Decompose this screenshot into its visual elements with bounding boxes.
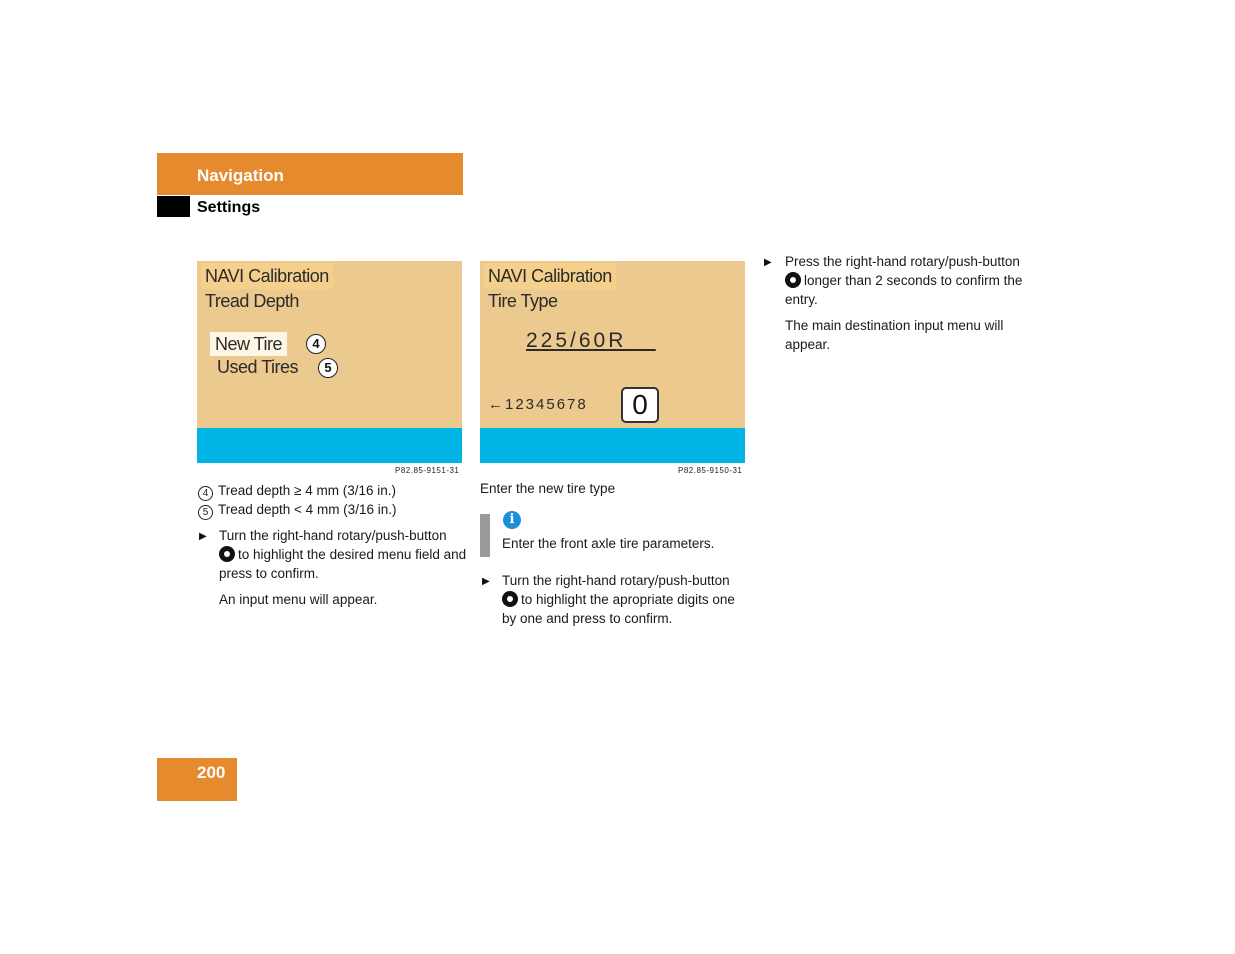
legend-text: Tread depth ≥ 4 mm (3/16 in.) xyxy=(218,483,396,498)
marker-5: 5 xyxy=(318,358,338,378)
step-text: longer than 2 seconds to confirm the entry. xyxy=(785,273,1023,307)
tire-type-value: 225/60R__ xyxy=(526,329,656,352)
legend-item xyxy=(198,500,396,520)
result-text: The main destination input menu will appear. xyxy=(785,318,1004,352)
instruction-step xyxy=(502,571,750,628)
subsection-marker xyxy=(157,196,190,217)
marker-4: 4 xyxy=(306,334,326,354)
legend-text: Tread depth < 4 mm (3/16 in.) xyxy=(218,502,397,517)
screen-band xyxy=(197,428,462,463)
legend-item xyxy=(198,481,396,501)
step-text: Press the right-hand rotary/push-button xyxy=(785,254,1020,269)
selected-digit: 0 xyxy=(621,387,659,423)
digit-selector: ←12345678 xyxy=(488,396,588,413)
step-text: to highlight the desired menu field and press to confirm. xyxy=(219,547,467,581)
screen-tire-type xyxy=(480,261,745,463)
screen-subtitle: Tread Depth xyxy=(205,291,299,311)
subsection-title: Settings xyxy=(197,199,261,216)
info-text: Enter the front axle tire parameters. xyxy=(502,536,715,551)
legend-marker: 4 xyxy=(198,486,213,501)
info-bar xyxy=(480,514,490,557)
bullet-icon: ▶ xyxy=(482,576,490,587)
step-text: Turn the right-hand rotary/push-button xyxy=(219,528,447,543)
rotary-knob-icon xyxy=(785,272,801,288)
step-text: Turn the right-hand rotary/push-button xyxy=(502,573,730,588)
figure-description: Enter the new tire type xyxy=(480,481,616,496)
legend-marker: 5 xyxy=(198,505,213,520)
rotary-knob-icon xyxy=(502,591,518,607)
bullet-icon: ▶ xyxy=(199,531,207,542)
instruction-step xyxy=(219,526,467,583)
rotary-knob-icon xyxy=(219,546,235,562)
result-text: An input menu will appear. xyxy=(219,592,378,607)
section-title: Navigation xyxy=(197,166,284,185)
figure-caption: P82.85-9150-31 xyxy=(678,466,743,475)
screen-subtitle: Tire Type xyxy=(488,291,558,311)
step-text: to highlight the apropriate digits one by one and press to confirm. xyxy=(502,592,735,626)
info-icon: i xyxy=(503,511,521,529)
figure-caption: P82.85-9151-31 xyxy=(395,466,460,475)
option-new-tire: New Tire xyxy=(210,332,287,356)
screen-band xyxy=(480,428,745,463)
screen-title: NAVI Calibration xyxy=(201,263,333,289)
option-used-tires: Used Tires xyxy=(217,357,299,377)
bullet-icon: ▶ xyxy=(764,257,772,268)
screen-title: NAVI Calibration xyxy=(484,263,616,289)
screen-tread-depth xyxy=(197,261,462,463)
page-number: 200 xyxy=(197,763,226,782)
instruction-step xyxy=(785,252,1025,309)
